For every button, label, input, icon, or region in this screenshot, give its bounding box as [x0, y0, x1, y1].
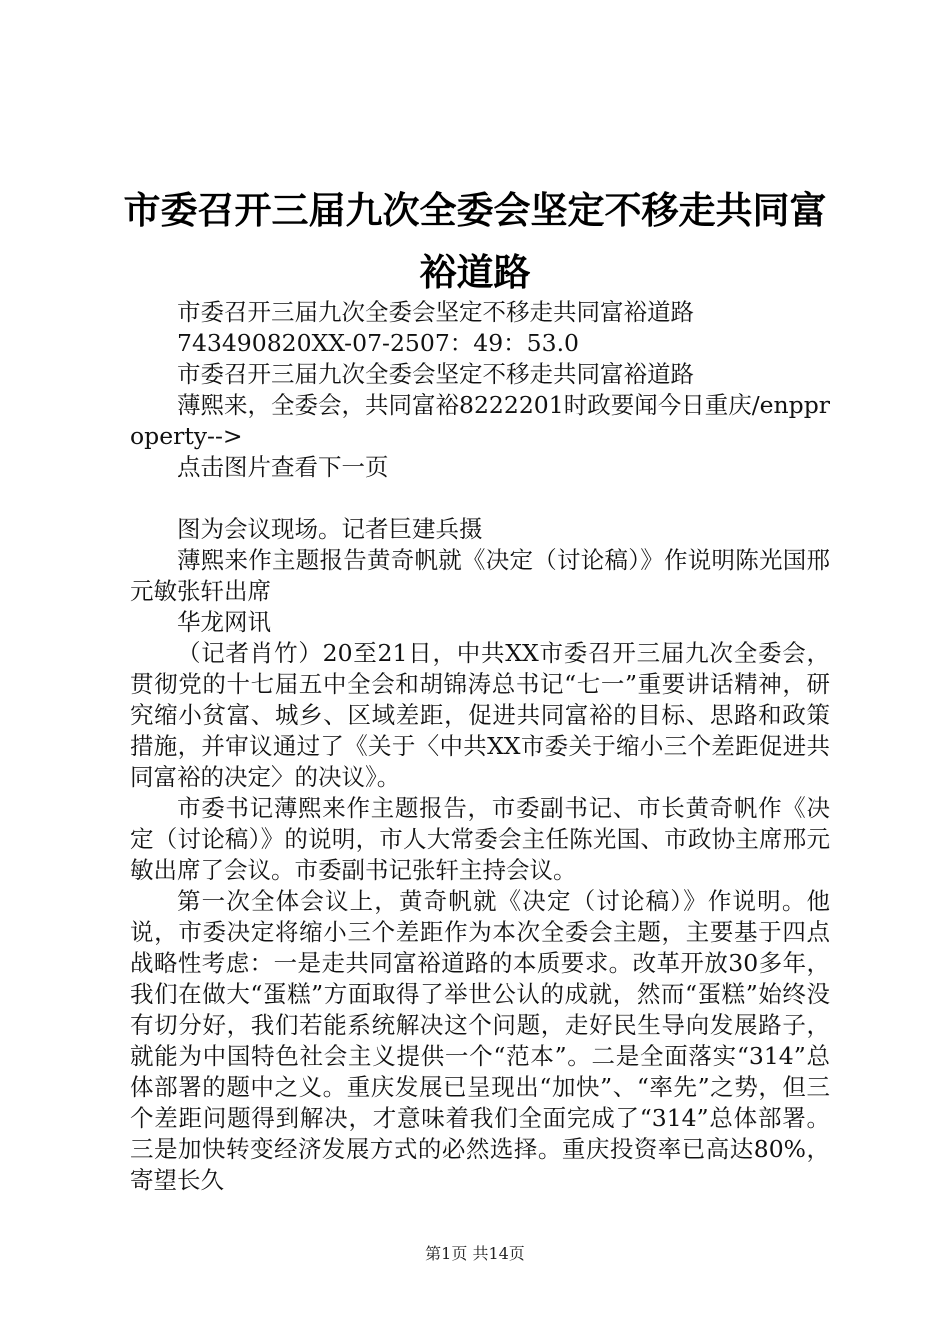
- paragraph-12: 第一次全体会议上，黄奇帆就《决定（讨论稿）》作说明。他说，市委决定将缩小三个差距作为本次全委会主题，主要基于四点战略性考虑：一是走共同富裕道路的本质要求。改革开放30多年，我们在做大“蛋糕”方面取得了举世公认的成就，然而“蛋糕”始终没有切分好，我们若能系统解决这个问题，走好民生导向发展路子，就能为中国特色社会主义提供一个“范本”。二是全面落实“314”总体部署的题中之义。重庆发展已呈现出“加快”、“率先”之势，但三个差距问题得到解决，才意味着我们全面完成了“314”总体部署。三是加快转变经济发展方式的必然选择。重庆投资率已高达80%，寄望长久: [130, 887, 830, 1194]
- paragraph-4: 薄熙来，全委会，共同富裕8222201时政要闻今日重庆/enpproperty-->: [130, 391, 830, 450]
- paragraph-5: 点击图片查看下一页: [177, 453, 389, 481]
- paragraph-2: 743490820XX-07-2507：49：53.0: [177, 329, 580, 357]
- paragraph-7: 图为会议现场。记者巨建兵摄: [177, 515, 483, 543]
- paragraph-10: （记者肖竹）20至21日，中共XX市委召开三届九次全委会，贯彻党的十七届五中全会和胡锦涛总书记“七一”重要讲话精神，研究缩小贫富、城乡、区域差距，促进共同富裕的目标、思路和政策措施，并审议通过了《关于〈中共XX市委关于缩小三个差距促进共同富裕的决定〉的决议》。: [130, 639, 830, 791]
- page-footer: 第1页 共14页: [425, 1244, 525, 1263]
- paragraph-gap: [130, 483, 830, 514]
- document-body: [130, 297, 830, 1196]
- paragraph-3: 市委召开三届九次全委会坚定不移走共同富裕道路: [177, 360, 694, 388]
- paragraph-11: 市委书记薄熙来作主题报告，市委副书记、市长黄奇帆作《决定（讨论稿）》的说明，市人大常委会主任陈光国、市政协主席邢元敏出席了会议。市委副书记张轩主持会议。: [130, 794, 830, 884]
- document-title: 市委召开三届九次全委会坚定不移走共同富裕道路: [123, 189, 827, 294]
- paragraph-9: 华龙网讯: [177, 608, 271, 636]
- paragraph-1: 市委召开三届九次全委会坚定不移走共同富裕道路: [177, 298, 694, 326]
- paragraph-8: 薄熙来作主题报告黄奇帆就《决定（讨论稿）》作说明陈光国邢元敏张轩出席: [130, 546, 830, 605]
